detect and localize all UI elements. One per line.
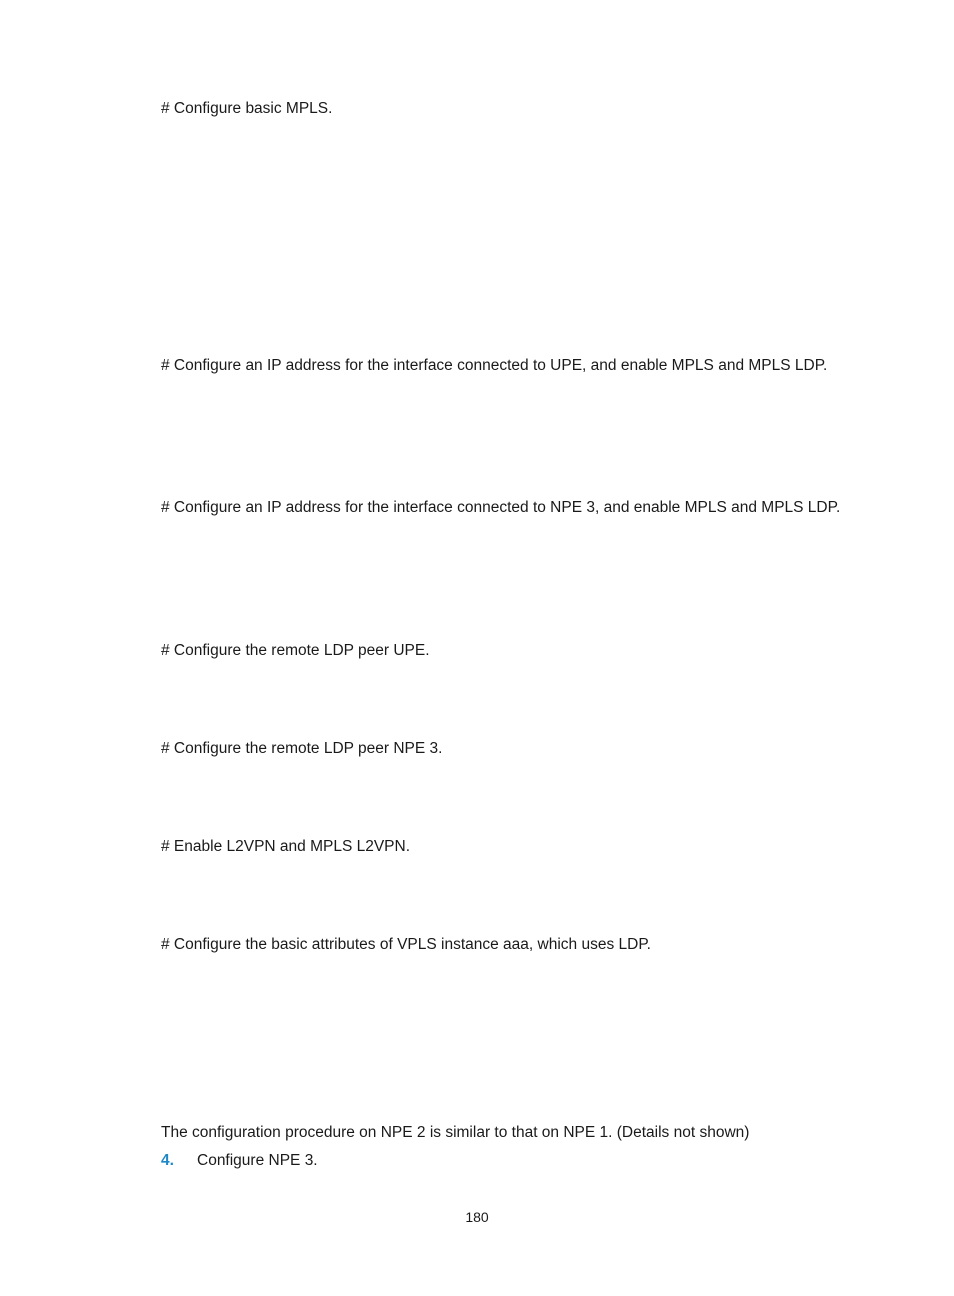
note-npe2-procedure: The configuration procedure on NPE 2 is similar to that on NPE 1. (Details not shown): [161, 1124, 750, 1141]
step-number: 4.: [161, 1152, 174, 1169]
comment-configure-upe-interface: # Configure an IP address for the interface connected to UPE, and enable MPLS and MPLS LDP.: [161, 357, 828, 374]
comment-configure-basic-mpls: # Configure basic MPLS.: [161, 100, 333, 117]
comment-configure-npe3-interface: # Configure an IP address for the interface connected to NPE 3, and enable MPLS and MPLS LDP.: [161, 499, 841, 516]
step-title: Configure NPE 3.: [197, 1152, 318, 1169]
comment-remote-ldp-peer-npe3: # Configure the remote LDP peer NPE 3.: [161, 740, 443, 757]
comment-remote-ldp-peer-upe: # Configure the remote LDP peer UPE.: [161, 642, 430, 659]
page-number: 180: [465, 1209, 489, 1225]
comment-vpls-instance-attributes: # Configure the basic attributes of VPLS instance aaa, which uses LDP.: [161, 936, 651, 953]
comment-enable-l2vpn: # Enable L2VPN and MPLS L2VPN.: [161, 838, 411, 855]
